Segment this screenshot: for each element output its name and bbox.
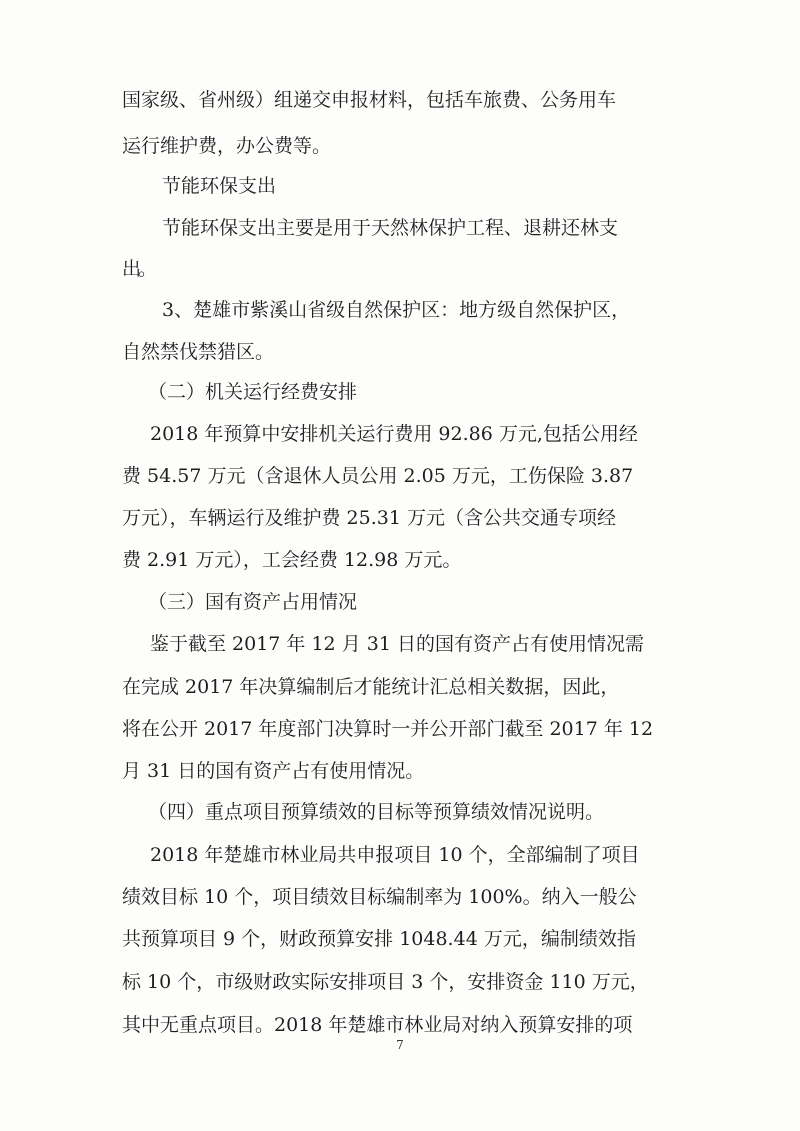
text-line: 月 31 日的国有资产占有使用情况。	[122, 760, 425, 782]
text-line: 万元），车辆运行及维护费 25.31 万元（含公共交通专项经	[122, 507, 616, 529]
text-line: 自然禁伐禁猎区。	[122, 341, 275, 363]
text-line: 绩效目标 10 个，项目绩效目标编制率为 100%。纳入一般公	[122, 886, 637, 908]
text-line: 费 54.57 万元（含退休人员公用 2.05 万元，工伤保险 3.87	[122, 465, 634, 487]
text-line: 其中无重点项目。2018 年楚雄市林业局对纳入预算安排的项	[122, 1014, 633, 1036]
text-line: 节能环保支出主要是用于天然林保护工程、退耕还林支	[162, 217, 619, 239]
text-line: 2018 年预算中安排机关运行费用 92.86 万元,包括公用经	[150, 423, 638, 445]
text-line: 费 2.91 万元），工会经费 12.98 万元。	[122, 549, 462, 571]
text-line: 鉴于截至 2017 年 12 月 31 日的国有资产占有使用情况需	[150, 633, 644, 655]
section-heading: （三）国有资产占用情况	[148, 591, 358, 613]
section-heading: 节能环保支出	[162, 175, 277, 197]
section-heading: （二）机关运行经费安排	[148, 381, 358, 403]
text-line: 2018 年楚雄市林业局共申报项目 10 个，全部编制了项目	[150, 844, 640, 866]
page-number: 7	[396, 1038, 404, 1052]
text-line: 国家级、省州级）组递交申报材料，包括车旅费、公务用车	[122, 89, 617, 111]
text-line: 共预算项目 9 个，财政预算安排 1048.44 万元，编制绩效指	[122, 928, 636, 950]
section-heading: （四）重点项目预算绩效的目标等预算绩效情况说明。	[148, 801, 605, 823]
text-line: 运行维护费，办公费等。	[122, 135, 332, 157]
text-line: 在完成 2017 年决算编制后才能统计汇总相关数据，因此，	[122, 676, 620, 698]
text-line: 出。	[122, 258, 155, 280]
text-line: 3、楚雄市紫溪山省级自然保护区：地方级自然保护区，	[162, 299, 631, 321]
text-line: 标 10 个，市级财政实际安排项目 3 个，安排资金 110 万元，	[122, 971, 649, 993]
text-line: 将在公开 2017 年度部门决算时一并公开部门截至 2017 年 12	[122, 718, 654, 740]
